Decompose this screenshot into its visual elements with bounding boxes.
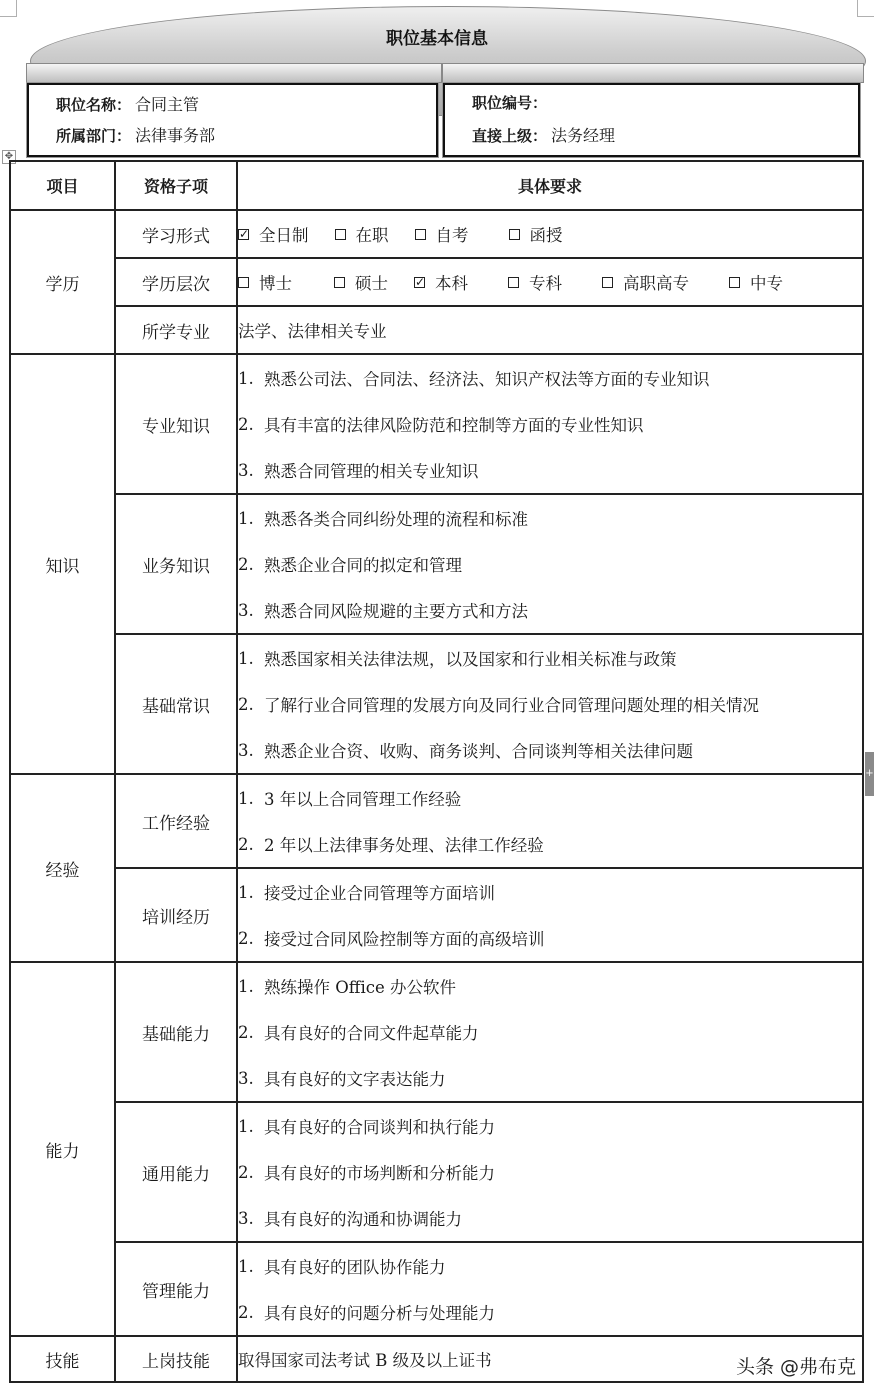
requirement-item xyxy=(238,1195,862,1241)
checkbox-option[interactable] xyxy=(335,222,389,246)
checkbox-label: 专科 xyxy=(529,274,562,293)
sub-item-cell: 管理能力 xyxy=(115,1242,237,1336)
requirement-item xyxy=(238,401,862,447)
requirement-item xyxy=(238,1009,862,1055)
requirement-number: 1. xyxy=(238,1256,254,1276)
requirement-text: 具有良好的市场判断和分析能力 xyxy=(264,1164,495,1183)
sub-item-cell: 通用能力 xyxy=(115,1102,237,1242)
requirement-text: 具有良好的团队协作能力 xyxy=(264,1258,446,1277)
requirement-number: 2. xyxy=(238,834,254,854)
table-row xyxy=(10,868,863,962)
requirement-text: 了解行业合同管理的发展方向及同行业合同管理问题处理的相关情况 xyxy=(264,696,759,715)
side-expand-tab[interactable]: + xyxy=(865,752,874,796)
department-value: 法律事务部 xyxy=(135,126,216,145)
checkbox-option[interactable] xyxy=(238,222,309,246)
header-bar-left xyxy=(26,63,442,83)
requirement-text: 熟悉合同管理的相关专业知识 xyxy=(264,462,479,481)
requirement-number: 3. xyxy=(238,1068,254,1088)
table-row xyxy=(10,306,863,354)
checkbox-label: 本科 xyxy=(435,274,468,293)
requirement-item xyxy=(238,1055,862,1101)
requirement-text: 熟悉国家相关法律法规，以及国家和行业相关标准与政策 xyxy=(264,650,677,669)
requirement-number: 3. xyxy=(238,1208,254,1228)
checkbox-icon[interactable] xyxy=(335,229,346,240)
checkbox-icon[interactable] xyxy=(509,229,520,240)
requirement-item xyxy=(238,587,862,633)
table-row xyxy=(10,354,863,494)
requirement-item xyxy=(238,869,862,915)
table-row xyxy=(10,634,863,774)
checkbox-label: 硕士 xyxy=(355,274,388,293)
table-row xyxy=(10,962,863,1102)
requirement-number: 3. xyxy=(238,460,254,480)
department-line xyxy=(56,123,215,146)
requirement-number: 2. xyxy=(238,928,254,948)
requirement-item xyxy=(238,915,862,961)
requirement-cell xyxy=(237,1102,863,1242)
sub-education-level: 学历层次 xyxy=(115,258,237,306)
checkbox-label: 高职高专 xyxy=(623,274,689,293)
table-row xyxy=(10,1242,863,1336)
skills-requirement: 取得国家司法考试 B 级及以上证书 xyxy=(237,1336,863,1382)
major-value: 法学、法律相关专业 xyxy=(237,306,863,354)
table-row xyxy=(10,258,863,306)
superior-line xyxy=(472,123,615,146)
sub-item-cell: 专业知识 xyxy=(115,354,237,494)
department-label: 所属部门： xyxy=(56,127,132,145)
checkbox-icon[interactable] xyxy=(415,229,426,240)
crop-mark-top-left xyxy=(0,0,17,17)
requirement-item xyxy=(238,495,862,541)
requirement-number: 1. xyxy=(238,1116,254,1136)
checkbox-label: 自考 xyxy=(435,226,469,245)
requirement-cell xyxy=(237,1242,863,1336)
requirement-number: 2. xyxy=(238,1162,254,1182)
checkbox-option[interactable] xyxy=(415,222,469,246)
checkbox-icon[interactable] xyxy=(334,277,345,288)
checkbox-label: 中专 xyxy=(750,274,783,293)
checkbox-label: 博士 xyxy=(259,274,292,293)
requirement-item xyxy=(238,963,862,1009)
category-cell: 能力 xyxy=(10,962,115,1336)
requirement-text: 熟悉各类合同纠纷处理的流程和标准 xyxy=(264,510,528,529)
requirement-number: 2. xyxy=(238,1022,254,1042)
requirement-number: 1. xyxy=(238,648,254,668)
requirement-text: 熟悉企业合资、收购、商务谈判、合同谈判等相关法律问题 xyxy=(264,742,693,761)
category-education: 学历 xyxy=(10,210,115,354)
table-move-handle-icon[interactable]: ✥ xyxy=(2,150,16,164)
requirement-item xyxy=(238,1243,862,1289)
requirement-text: 具有良好的合同谈判和执行能力 xyxy=(264,1118,495,1137)
requirement-item xyxy=(238,727,862,773)
requirement-text: 具有良好的文字表达能力 xyxy=(264,1070,446,1089)
requirement-text: 熟悉合同风险规避的主要方式和方法 xyxy=(264,602,528,621)
table-row xyxy=(10,210,863,258)
requirement-text: 熟悉企业合同的拟定和管理 xyxy=(264,556,462,575)
col-header-subitem: 资格子项 xyxy=(115,161,237,210)
checkbox-icon[interactable] xyxy=(602,277,613,288)
requirement-cell xyxy=(237,868,863,962)
requirement-number: 3. xyxy=(238,600,254,620)
requirement-cell xyxy=(237,962,863,1102)
requirement-item xyxy=(238,635,862,681)
requirement-item xyxy=(238,775,862,821)
requirement-text: 接受过合同风险控制等方面的高级培训 xyxy=(264,930,545,949)
page-title: 职位基本信息 xyxy=(386,29,488,49)
requirement-number: 2. xyxy=(238,554,254,574)
education-level-options xyxy=(237,258,863,306)
checkbox-option[interactable] xyxy=(602,270,689,294)
header-bar-right xyxy=(442,63,864,83)
table-header-row xyxy=(10,161,863,210)
requirement-text: 熟练操作 Office 办公软件 xyxy=(264,978,457,997)
superior-value: 法务经理 xyxy=(551,126,616,145)
col-header-item: 项目 xyxy=(10,161,115,210)
checkbox-icon[interactable] xyxy=(508,277,519,288)
requirement-number: 2. xyxy=(238,414,254,434)
info-box-left xyxy=(27,83,438,157)
checkbox-icon[interactable] xyxy=(238,277,249,288)
checkbox-label: 函授 xyxy=(529,226,563,245)
checkbox-option[interactable] xyxy=(414,270,468,294)
position-name-line xyxy=(56,92,199,115)
checkbox-label: 在职 xyxy=(355,226,389,245)
requirement-number: 3. xyxy=(238,740,254,760)
requirement-item xyxy=(238,447,862,493)
requirement-cell xyxy=(237,774,863,868)
requirement-number: 1. xyxy=(238,882,254,902)
requirement-item xyxy=(238,1149,862,1195)
superior-label: 直接上级： xyxy=(472,127,548,145)
requirement-item xyxy=(238,1103,862,1149)
position-name-value: 合同主管 xyxy=(135,95,200,114)
sub-study-form: 学习形式 xyxy=(115,210,237,258)
sub-major: 所学专业 xyxy=(115,306,237,354)
requirement-item xyxy=(238,681,862,727)
requirement-number: 1. xyxy=(238,508,254,528)
table-row xyxy=(10,494,863,634)
requirement-number: 1. xyxy=(238,788,254,808)
col-header-requirement: 具体要求 xyxy=(237,161,863,210)
checked-box-icon[interactable]: ✓ xyxy=(415,274,426,289)
crop-mark-top-right xyxy=(857,0,874,17)
requirement-text: 具有丰富的法律风险防范和控制等方面的专业性知识 xyxy=(264,416,644,435)
requirement-cell xyxy=(237,354,863,494)
checkbox-label: 全日制 xyxy=(259,226,309,245)
checkbox-icon[interactable] xyxy=(729,277,740,288)
checked-box-icon[interactable]: ✓ xyxy=(239,226,250,241)
requirement-text: 具有良好的沟通和协调能力 xyxy=(264,1210,462,1229)
requirement-text: 具有良好的合同文件起草能力 xyxy=(264,1024,479,1043)
checkbox-option[interactable] xyxy=(509,222,563,246)
requirement-item xyxy=(238,541,862,587)
requirement-item xyxy=(238,355,862,401)
sub-item-cell: 基础能力 xyxy=(115,962,237,1102)
requirement-number: 1. xyxy=(238,976,254,996)
requirement-text: 熟悉公司法、合同法、经济法、知识产权法等方面的专业知识 xyxy=(264,370,710,389)
category-skills: 技能 xyxy=(10,1336,115,1382)
category-cell: 经验 xyxy=(10,774,115,962)
category-cell: 知识 xyxy=(10,354,115,774)
position-code-line xyxy=(472,92,551,113)
requirement-cell xyxy=(237,634,863,774)
requirement-item xyxy=(238,1289,862,1335)
sub-item-cell: 培训经历 xyxy=(115,868,237,962)
sub-item-cell: 上岗技能 xyxy=(115,1336,237,1382)
position-name-label: 职位名称： xyxy=(56,96,132,114)
checkbox-option[interactable] xyxy=(238,270,292,294)
sub-item-cell: 业务知识 xyxy=(115,494,237,634)
requirement-text: 2 年以上法律事务处理、法律工作经验 xyxy=(264,836,544,855)
watermark: 头条 @弗布克 xyxy=(735,1356,856,1378)
requirement-item xyxy=(238,821,862,867)
checkbox-option[interactable] xyxy=(334,270,388,294)
requirement-number: 2. xyxy=(238,694,254,714)
requirement-number: 2. xyxy=(238,1302,254,1322)
study-form-options xyxy=(237,210,863,258)
requirement-cell xyxy=(237,494,863,634)
info-box-right xyxy=(443,83,860,157)
requirements-table xyxy=(9,160,864,1383)
sub-item-cell: 基础常识 xyxy=(115,634,237,774)
requirement-text: 接受过企业合同管理等方面培训 xyxy=(264,884,495,903)
position-code-label: 职位编号： xyxy=(472,94,548,112)
requirement-text: 具有良好的问题分析与处理能力 xyxy=(264,1304,495,1323)
table-row xyxy=(10,774,863,868)
checkbox-option[interactable] xyxy=(729,270,783,294)
sub-item-cell: 工作经验 xyxy=(115,774,237,868)
checkbox-option[interactable] xyxy=(508,270,562,294)
table-row xyxy=(10,1102,863,1242)
requirement-number: 1. xyxy=(238,368,254,388)
requirement-text: 3 年以上合同管理工作经验 xyxy=(264,790,462,809)
